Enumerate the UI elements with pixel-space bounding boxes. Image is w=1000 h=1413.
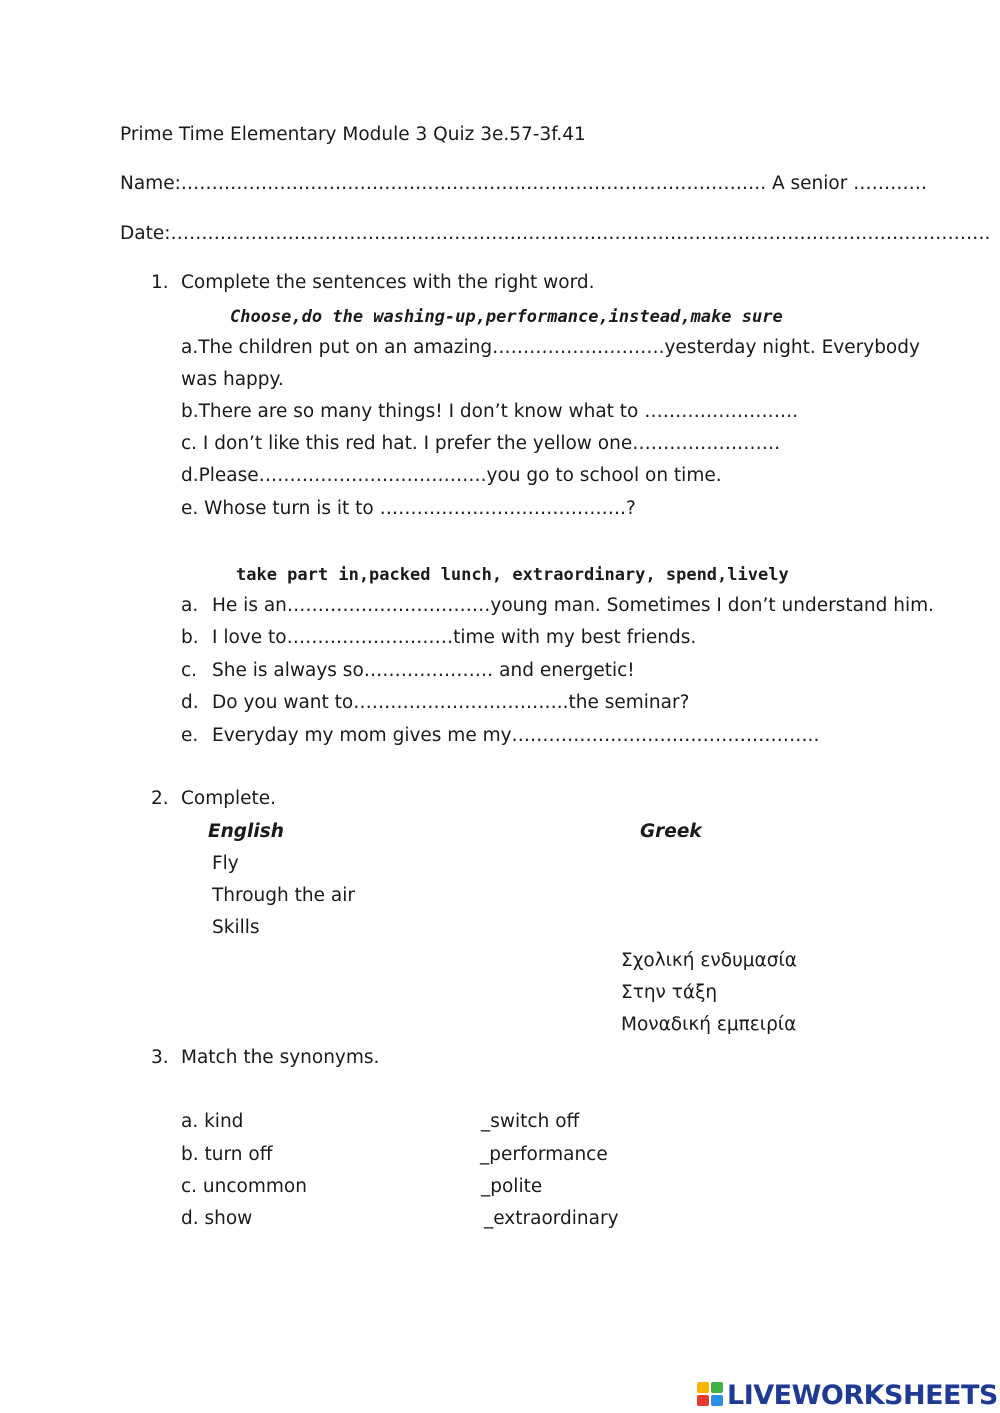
q2-greek-word: Στην τάξη — [621, 982, 718, 1003]
q3-left-word: b. turn off — [181, 1144, 273, 1165]
q2-number: 2. — [151, 788, 169, 809]
q3-right-word: _switch off — [481, 1111, 580, 1132]
q1-part2-sentence-d: Do you want to……………………………..the seminar? — [212, 692, 690, 713]
date-line: Date:……………………………………………………………………………………………………………………. — [120, 223, 991, 244]
q1-part2-letter-d: d. — [181, 692, 199, 713]
q3-left-word: d. show — [181, 1208, 253, 1229]
q1-number: 1. — [151, 272, 169, 293]
q1-sentence-a-cont: was happy. — [181, 369, 284, 390]
q1-sentence-c: c. I don’t like this red hat. I prefer the yellow one…………………… — [181, 433, 781, 454]
q2-english-word: Skills — [212, 917, 260, 938]
q1-word-bank-2: take part in,packed lunch, extraordinary, spend,lively — [236, 565, 789, 585]
q1-part2-letter-c: c. — [181, 660, 198, 681]
q1-part2-sentence-c: She is always so………………… and energetic! — [212, 660, 635, 681]
q1-part2-sentence-e: Everyday my mom gives me my………………………………………….. — [212, 725, 820, 746]
q2-greek-word: Μοναδική εμπειρία — [621, 1014, 797, 1035]
q2-column-greek: Greek — [640, 821, 702, 842]
q3-instruction: Match the synonyms. — [181, 1047, 380, 1068]
q1-word-bank-1: Choose,do the washing-up,performance,instead,make sure — [230, 307, 783, 327]
q3-left-word: c. uncommon — [181, 1176, 307, 1197]
q1-part2-letter-b: b. — [181, 627, 199, 648]
q1-instruction: Complete the sentences with the right word. — [181, 272, 595, 293]
q3-right-word: _performance — [480, 1144, 608, 1165]
q3-right-word: _extraordinary — [484, 1208, 619, 1229]
q1-sentence-d: d.Please……………………………….you go to school on time. — [181, 465, 722, 486]
q1-part2-letter-e: e. — [181, 725, 199, 746]
q1-sentence-e: e. Whose turn is it to ………………………………….? — [181, 498, 636, 519]
q3-number: 3. — [151, 1047, 169, 1068]
liveworksheets-mark-icon — [697, 1382, 725, 1408]
name-line: Name:………………………………………………………………………………….. A senior ………… — [120, 173, 928, 194]
q1-sentence-b: b.There are so many things! I don’t know what to ……………………. — [181, 401, 799, 422]
q2-english-word: Fly — [212, 853, 239, 874]
q3-right-word: _polite — [481, 1176, 543, 1197]
q1-part2-sentence-b: I love to………………………time with my best friends. — [212, 627, 697, 648]
q1-part2-sentence-a: He is an……………………………young man. Sometimes I don’t understand him. — [212, 595, 935, 616]
q2-greek-word: Σχολική ενδυμασία — [621, 950, 797, 971]
q2-instruction: Complete. — [181, 788, 277, 809]
worksheet-title: Prime Time Elementary Module 3 Quiz 3e.57-3f.41 — [120, 124, 586, 145]
liveworksheets-logo — [697, 1378, 998, 1412]
q2-column-english: English — [208, 821, 284, 842]
q1-sentence-a: a.The children put on an amazing……………………….yesterday night. Everybody — [181, 337, 920, 358]
liveworksheets-logo-text: LIVEWORKSHEETS — [727, 1379, 998, 1411]
q1-part2-letter-a: a. — [181, 595, 199, 616]
q2-english-word: Through the air — [212, 885, 355, 906]
q3-left-word: a. kind — [181, 1111, 244, 1132]
